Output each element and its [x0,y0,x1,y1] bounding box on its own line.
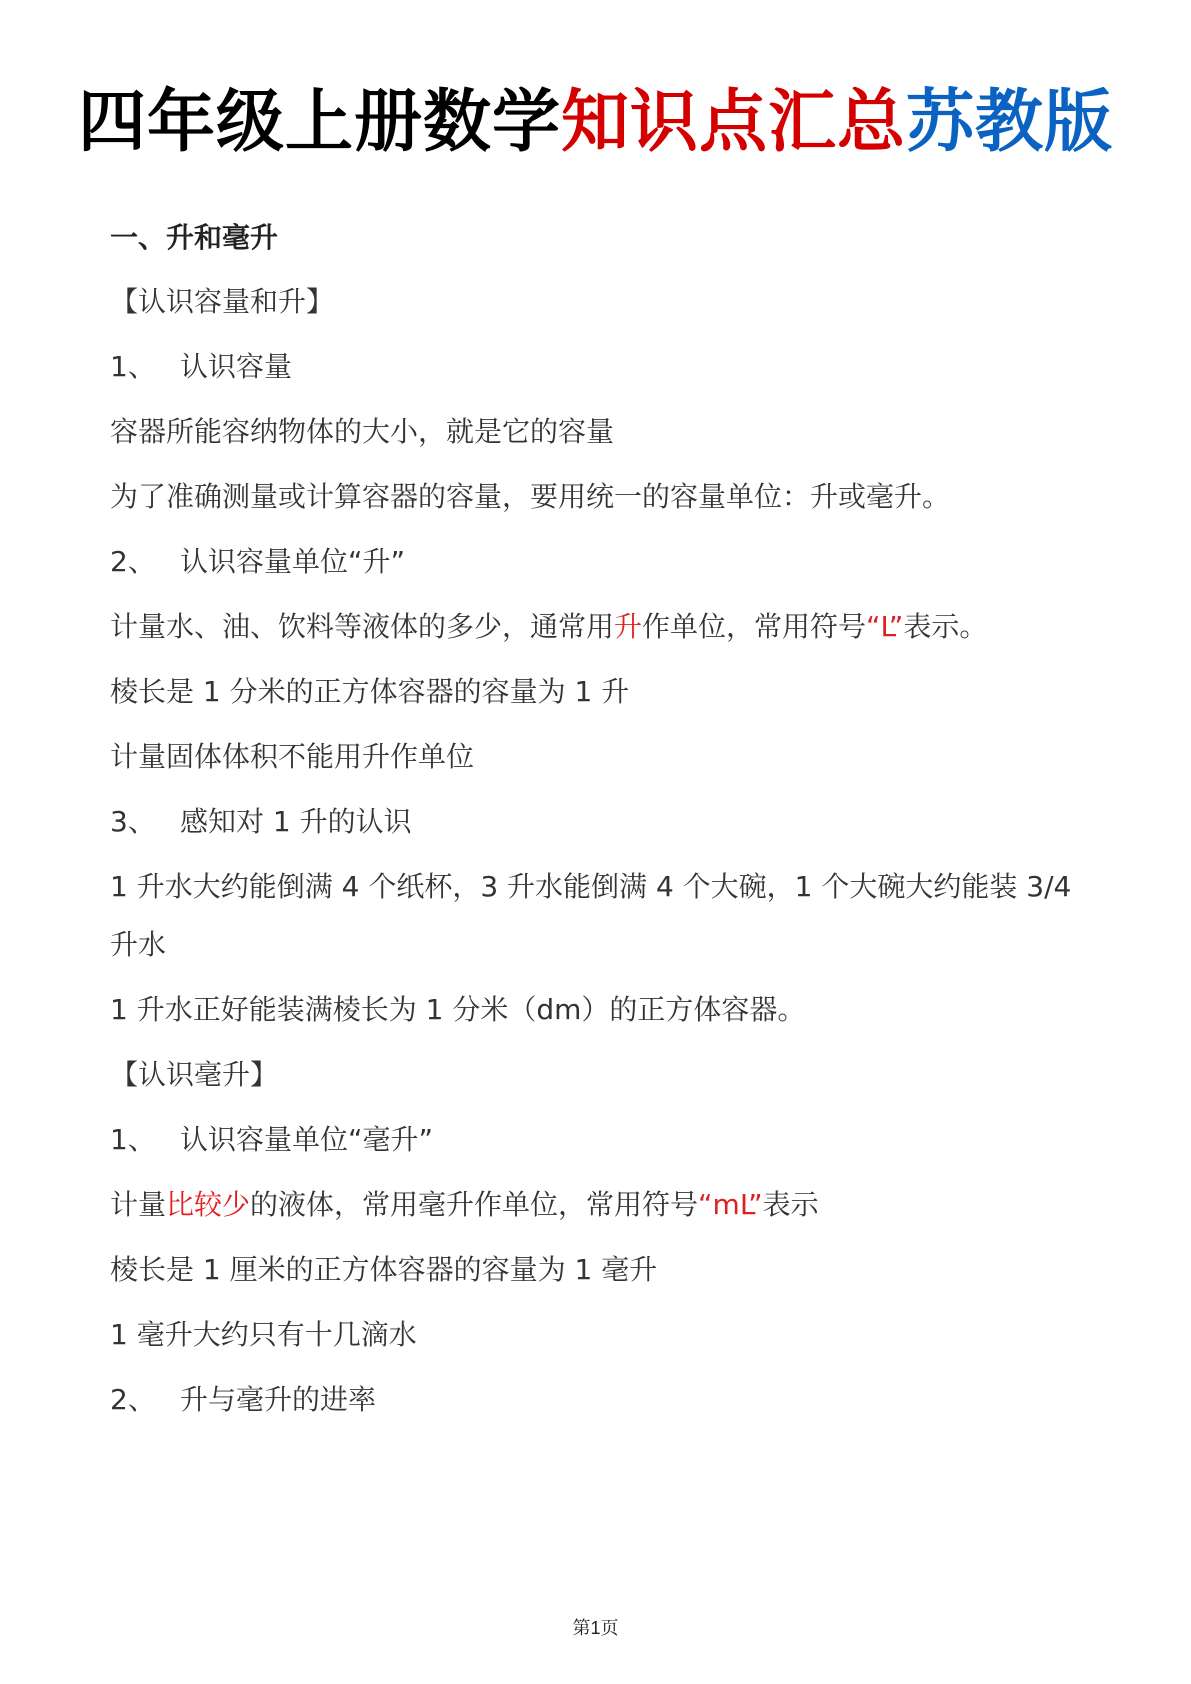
paragraph-continuation: 升水 [110,928,167,961]
paragraph: 1 升水大约能倒满 4 个纸杯，3 升水能倒满 4 个大碗，1 个大碗大约能装 3/4 [110,870,1072,903]
text-run: 的液体，常用毫升作单位，常用符号 [250,1188,699,1221]
text-run: 表示 [762,1188,819,1221]
list-item-text: 升与毫升的进率 [180,1383,377,1416]
subsection-capacity-liter: 【认识容量和升】 [110,285,335,318]
paragraph [110,1185,819,1225]
list-item [110,1380,376,1420]
list-item-text: 认识容量 [180,350,293,383]
list-item [110,1120,433,1160]
paragraph [110,607,987,647]
paragraph: 容器所能容纳物体的大小，就是它的容量 [110,415,615,448]
list-item-text: 认识容量单位“毫升” [180,1123,434,1156]
list-item-text: 认识容量单位“升” [180,545,406,578]
text-run: 计量水、油、饮料等液体的多少，通常用 [110,610,615,643]
highlight-text: “L” [866,610,904,643]
text-run: 作单位，常用符号 [642,610,867,643]
paragraph: 1 升水正好能装满棱长为 1 分米（dm）的正方体容器。 [110,993,806,1026]
title-part-edition: 苏教版 [906,83,1114,162]
list-number: 1、 [110,1123,156,1156]
list-number: 1、 [110,350,156,383]
paragraph: 1 毫升大约只有十几滴水 [110,1318,417,1351]
page-number: 第1页 [572,1618,619,1638]
list-number: 2、 [110,1383,156,1416]
paragraph: 为了准确测量或计算容器的容量，要用统一的容量单位：升或毫升。 [110,480,951,513]
highlight-text: 比较少 [166,1188,251,1221]
paragraph: 棱长是 1 厘米的正方体容器的容量为 1 毫升 [110,1253,658,1286]
paragraph: 计量固体体积不能用升作单位 [110,740,475,773]
highlight-text: 升 [614,610,643,643]
list-number: 2、 [110,545,156,578]
paragraph: 棱长是 1 分米的正方体容器的容量为 1 升 [110,675,630,708]
subsection-milliliter: 【认识毫升】 [110,1058,279,1091]
title-part-summary: 知识点汇总 [560,83,906,162]
list-item [110,542,405,582]
highlight-text: “mL” [698,1188,763,1221]
text-run: 计量 [110,1188,167,1221]
list-item [110,802,412,842]
text-run: 表示。 [903,610,988,643]
list-item [110,347,292,387]
list-item-text: 感知对 1 升的认识 [180,805,412,838]
page-title [0,78,1191,168]
section-heading: 一、升和毫升 [110,221,279,254]
list-number: 3、 [110,805,156,838]
title-part-grade: 四年级上册数学 [77,83,561,162]
